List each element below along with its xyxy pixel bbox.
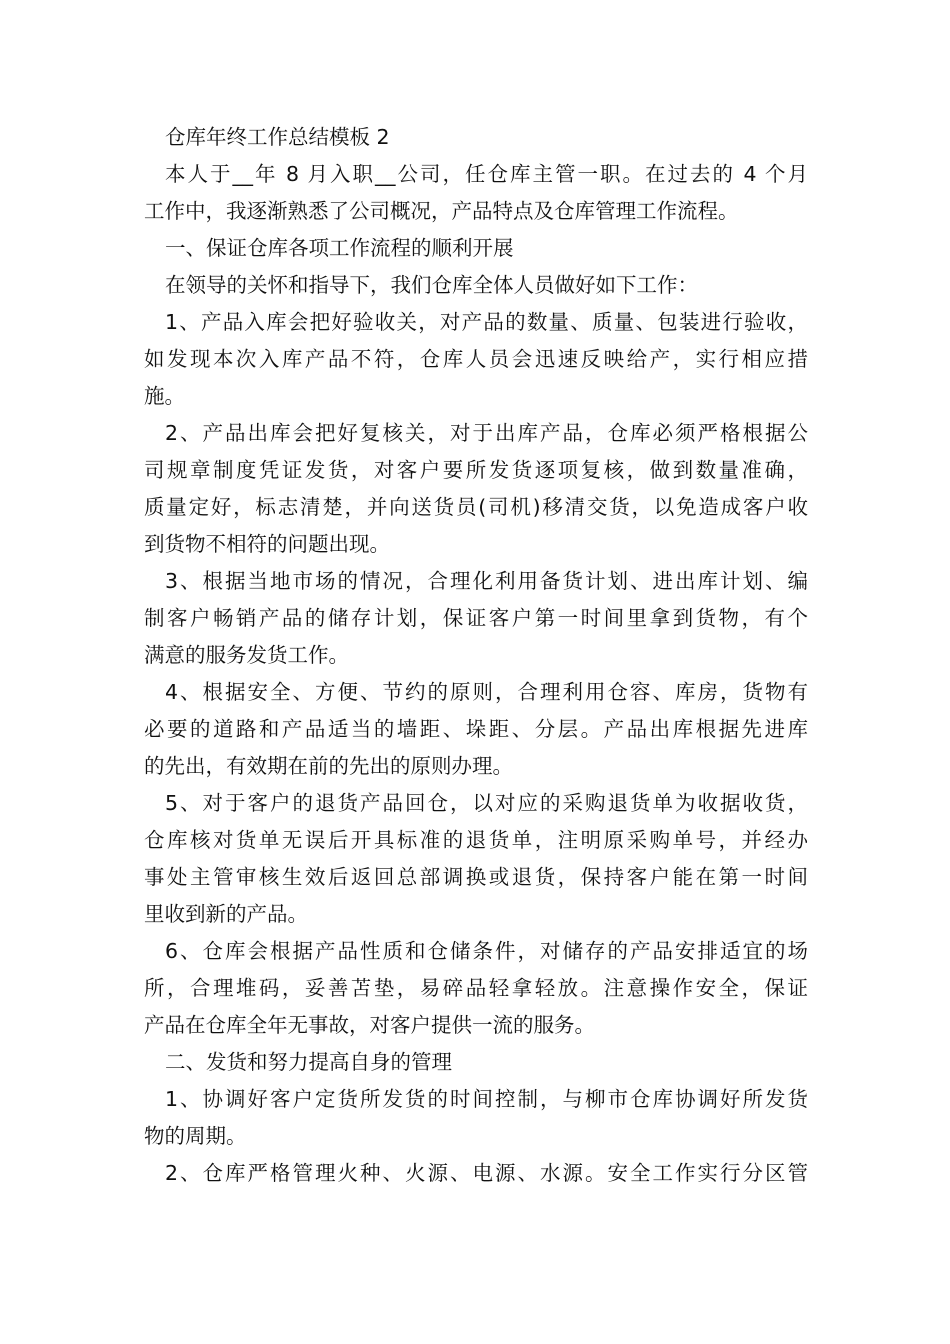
text-line: 3、根据当地市场的情况，合理化利用备货计划、进出库计划、编 [165,569,808,593]
text-line: 二、发货和努力提高自身的管理 [165,1050,452,1074]
text-line: 的先出，有效期在前的先出的原则办理。 [144,754,513,778]
text-line: 2、产品出库会把好复核关，对于出库产品，仓库必须严格根据公 [165,421,808,445]
text-line: 物的周期。 [144,1124,247,1148]
document-title: 仓库年终工作总结模板 2 [165,125,390,149]
text-line: 1、产品入库会把好验收关，对产品的数量、质量、包装进行验收， [165,310,808,334]
text-line: 必要的道路和产品适当的墙距、垛距、分层。产品出库根据先进库 [144,717,808,741]
text-line: 质量定好，标志清楚，并向送货员(司机)移清交货，以免造成客户收 [144,495,808,519]
text-line: 产品在仓库全年无事故，对客户提供一流的服务。 [144,1013,595,1037]
document-page [144,119,808,1192]
text-line: 工作中，我逐渐熟悉了公司概况，产品特点及仓库管理工作流程。 [144,199,739,223]
text-line: 制客户畅销产品的储存计划，保证客户第一时间里拿到货物，有个 [144,606,808,630]
text-line: 5、对于客户的退货产品回仓，以对应的采购退货单为收据收货， [165,791,808,815]
text-line: 仓库核对货单无误后开具标准的退货单，注明原采购单号，并经办 [144,828,808,852]
text-line: 2、仓库严格管理火种、火源、电源、水源。安全工作实行分区管 [165,1161,808,1185]
text-line: 6、仓库会根据产品性质和仓储条件，对储存的产品安排适宜的场 [165,939,808,963]
text-line: 一、保证仓库各项工作流程的顺利开展 [165,236,514,260]
text-line: 如发现本次入库产品不符，仓库人员会迅速反映给产，实行相应措 [144,347,808,371]
text-line: 所，合理堆码，妥善苫垫，易碎品轻拿轻放。注意操作安全，保证 [144,976,808,1000]
text-line: 满意的服务发货工作。 [144,643,349,667]
text-line: 事处主管审核生效后返回总部调换或退货，保持客户能在第一时间 [144,865,808,889]
text-line: 在领导的关怀和指导下，我们仓库全体人员做好如下工作： [165,273,698,297]
text-line: 施。 [144,384,185,408]
text-line: 1、协调好客户定货所发货的时间控制，与柳市仓库协调好所发货 [165,1087,808,1111]
text-line: 到货物不相符的问题出现。 [144,532,390,556]
text-line: 4、根据安全、方便、节约的原则，合理利用仓容、库房，货物有 [165,680,808,704]
text-line: 司规章制度凭证发货，对客户要所发货逐项复核，做到数量准确， [144,458,808,482]
document-body [144,156,808,1192]
text-line: 里收到新的产品。 [144,902,308,926]
text-line: 本人于__年 8 月入职__公司，任仓库主管一职。在过去的 4 个月 [165,162,808,186]
